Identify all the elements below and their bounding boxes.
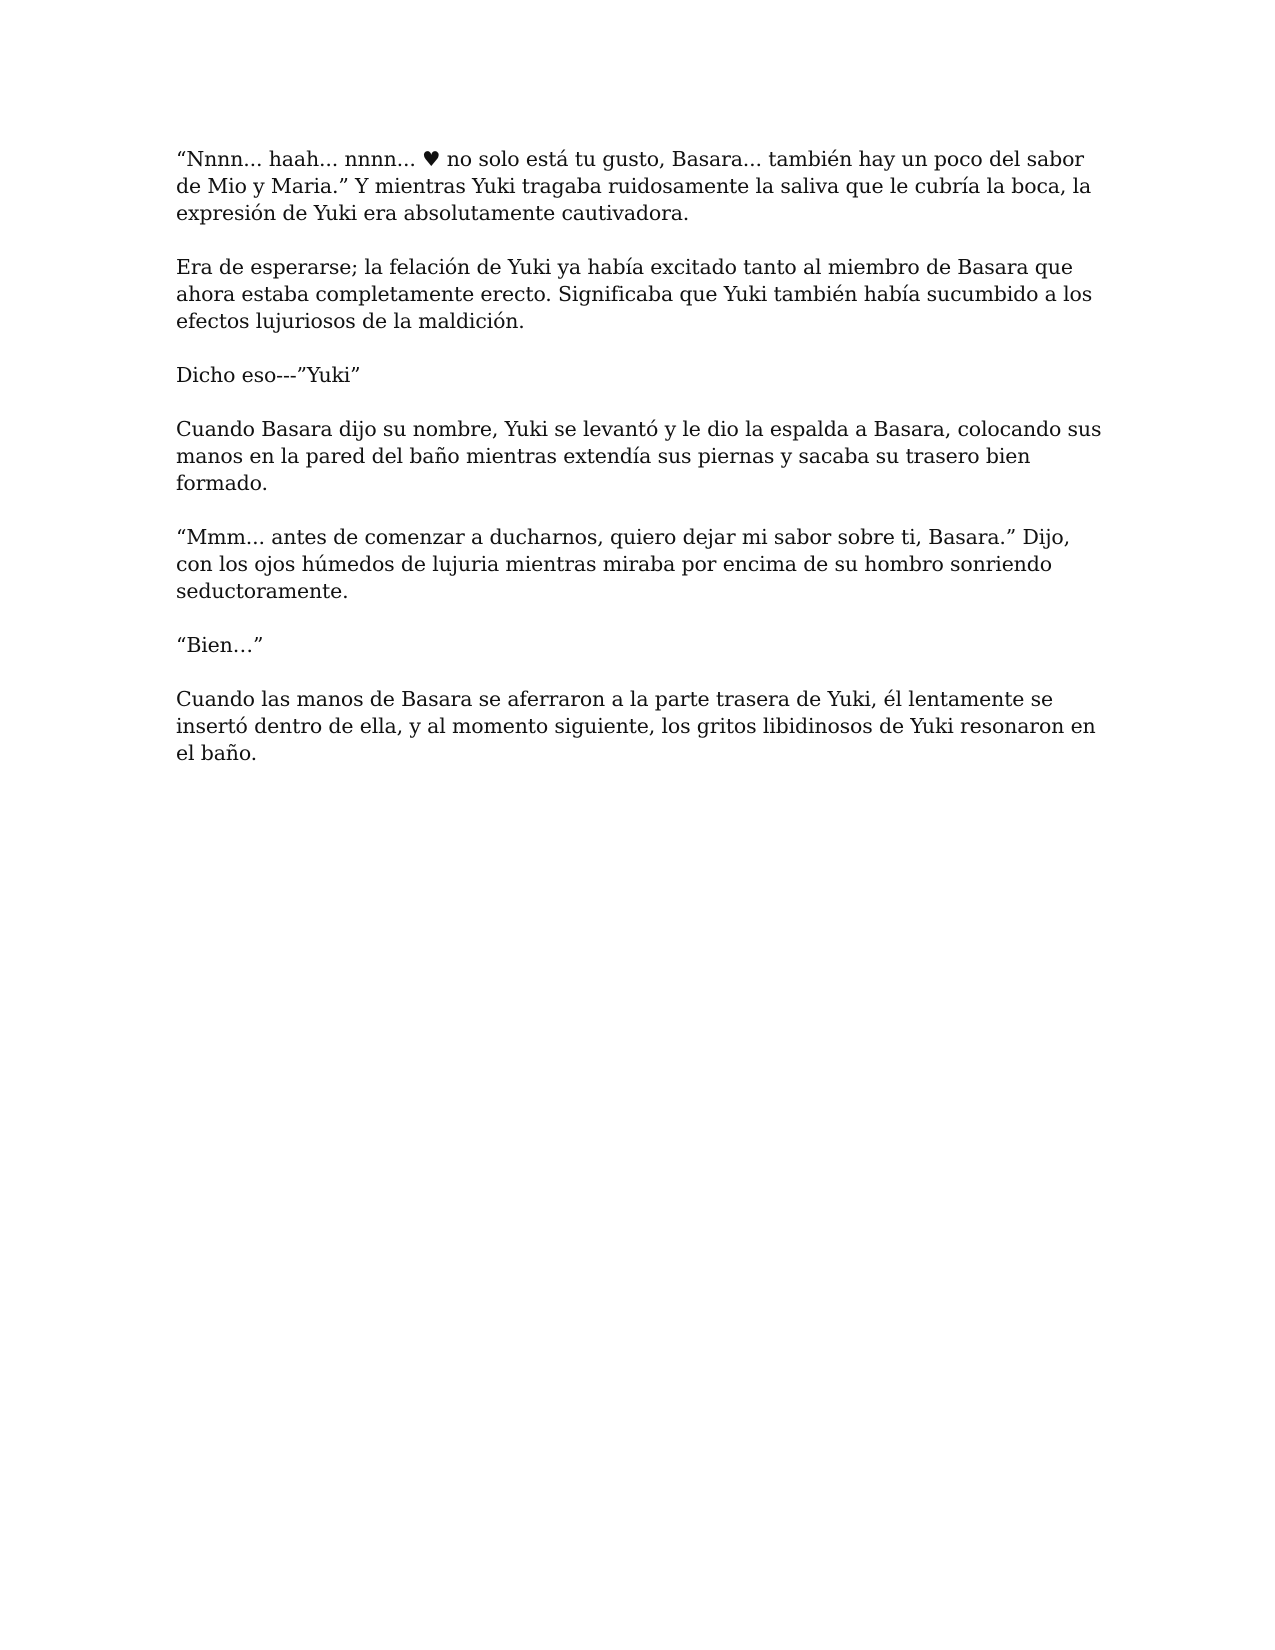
document-body [176, 146, 1106, 794]
paragraph-6: “Bien…” [176, 633, 264, 657]
paragraph-5: “Mmm... antes de comenzar a ducharnos, quiero dejar mi sabor sobre ti, Basara.” Dijo, con los ojos húmedos de lujuria mientras miraba por encima de su hombro sonriendo seductoramente. [176, 525, 1070, 603]
paragraph-3: Dicho eso---”Yuki” [176, 363, 361, 387]
paragraph-4: Cuando Basara dijo su nombre, Yuki se levantó y le dio la espalda a Basara, colocando sus manos en la pared del baño mientras extendía sus piernas y sacaba su trasero bien formado. [176, 417, 1102, 495]
paragraph-7: Cuando las manos de Basara se aferraron a la parte trasera de Yuki, él lentamente se insertó dentro de ella, y al momento siguiente, los gritos libidinosos de Yuki resonaron en el baño. [176, 687, 1096, 765]
paragraph-1: “Nnnn... haah... nnnn... ♥ no solo está tu gusto, Basara... también hay un poco del sabor de Mio y Maria.” Y mientras Yuki tragaba ruidosamente la saliva que le cubría la boca, la expresión de Yuki era absolutamente cautivadora. [176, 147, 1092, 225]
paragraph-2: Era de esperarse; la felación de Yuki ya había excitado tanto al miembro de Basara que ahora estaba completamente erecto. Significaba que Yuki también había sucumbido a los efectos lujuriosos de la maldición. [176, 255, 1093, 333]
